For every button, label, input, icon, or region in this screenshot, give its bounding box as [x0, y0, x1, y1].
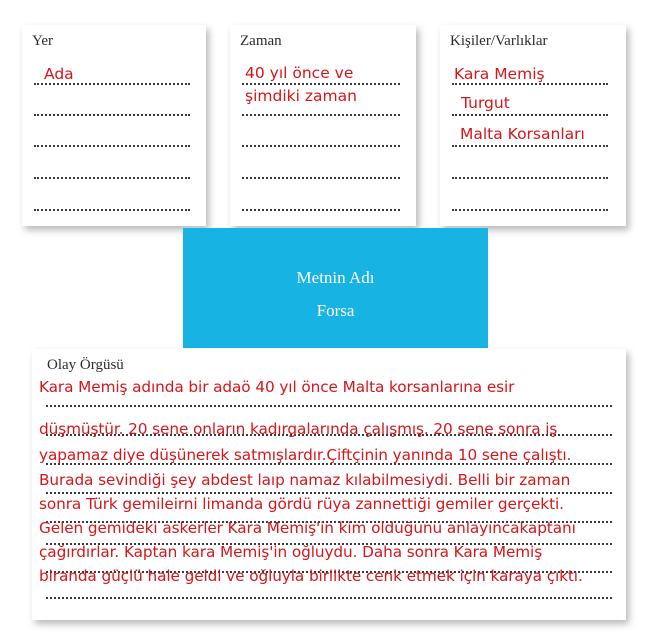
place-answer: Ada — [44, 65, 74, 83]
place-card — [22, 25, 206, 226]
plot-card — [32, 349, 626, 620]
dotted-line — [46, 492, 612, 494]
place-title: Yer — [32, 33, 53, 49]
plot-line-7: çağırdırlar. Kaptan kara Memiş'in oğluydu. Daha sonra Kara Memiş — [39, 543, 543, 561]
dotted-line — [34, 209, 190, 211]
text-name-label: Metnin Adı — [296, 268, 375, 287]
dotted-line — [452, 209, 608, 211]
dotted-line — [34, 145, 190, 147]
plot-line-8: biranda güçlü hale geldi ve oğluyla birlikte cenk etmek için karaya çıktı. — [39, 567, 583, 585]
dotted-line — [46, 405, 612, 407]
characters-card — [440, 25, 626, 226]
character-3: Malta Korsanları — [460, 125, 585, 143]
time-card — [230, 25, 416, 226]
plot-line-3: yapamaz diye düşünerek satmışlardır.Çiftçinin yanında 10 sene çalıştı. — [39, 446, 572, 464]
dotted-line — [242, 83, 400, 85]
dotted-line — [34, 114, 190, 116]
time-answer-2: şimdiki zaman — [245, 87, 357, 105]
dotted-line — [452, 83, 608, 85]
text-name-value: Forsa — [316, 301, 355, 320]
dotted-line — [242, 209, 400, 211]
plot-line-1: Kara Memiş adında bir adaö 40 yıl önce Malta korsanlarına esir — [39, 378, 515, 396]
time-title: Zaman — [240, 33, 282, 49]
dotted-line — [452, 114, 608, 116]
plot-title: Olay Örgüsü — [47, 357, 124, 373]
plot-line-2: düşmüştür. 20 sene onların kadırgalarında çalışmış. 20 sene sonra iş — [39, 420, 558, 438]
dotted-line — [34, 83, 190, 85]
time-answer-1: 40 yıl önce ve — [245, 64, 354, 82]
dotted-line — [46, 597, 612, 599]
characters-title: Kişiler/Varlıklar — [450, 33, 548, 49]
character-1: Kara Memiş — [454, 65, 545, 83]
plot-line-4: Burada sevindiği şey abdest laıp namaz kılabilmesiydi. Belli bir zaman — [39, 471, 571, 489]
text-name-box — [183, 228, 488, 348]
dotted-line — [242, 114, 400, 116]
plot-line-6: Gelen gemideki askerler Kara Memiş'in kim olduğunu anlayıncakaptanı — [39, 519, 576, 537]
character-2: Turgut — [461, 94, 510, 112]
dotted-line — [452, 145, 608, 147]
dotted-line — [452, 177, 608, 179]
plot-line-5: sonra Türk gemileirni limanda gördü rüya zannettiği gemiler gerçekti. — [39, 495, 564, 513]
dotted-line — [242, 177, 400, 179]
dotted-line — [242, 145, 400, 147]
dotted-line — [34, 177, 190, 179]
